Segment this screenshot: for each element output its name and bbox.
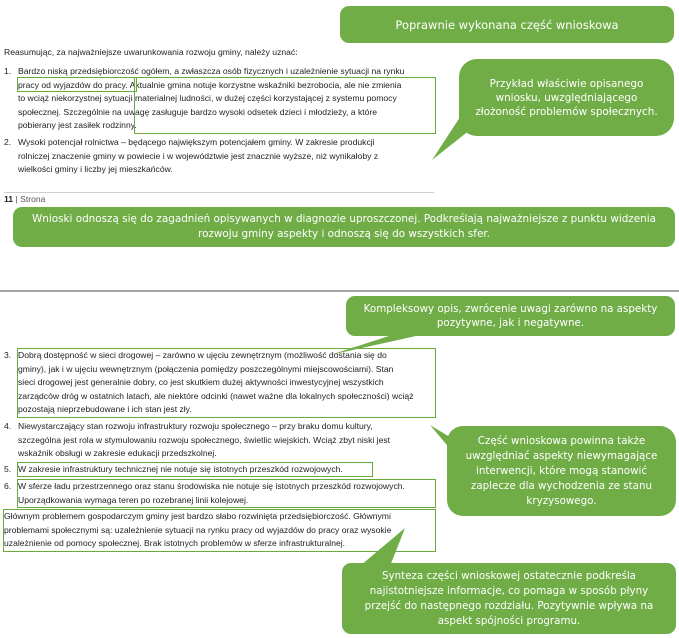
summary-line: uzależnienie od pomocy społecznej. Brak istotnych problemów w sferze infrastrukturalnej. [4, 538, 346, 549]
item-6-number: 6. [4, 481, 12, 491]
item-6-line: W sferze ładu przestrzennego oraz stanu środowiska nie notuje się istotnych przeszkód rozwojowych. [18, 481, 405, 491]
callout-non-intervention-aspects: Część wnioskowa powinna także uwzględniać aspekty niewymagające interwencji, które mogą stanowić zaplecze dla wychodzenia ze stanu kryzysowego. [447, 426, 676, 516]
item-1-line: Bardzo niską przedsiębiorczość ogółem, a zwłaszcza osób fizycznych i uzależnienie sytuacji na rynku [18, 66, 405, 76]
callout-well-described-conclusion: Przykład właściwie opisanego wniosku, uwzględniającego złożoność problemów społecznych. [459, 59, 674, 136]
callout-4-tail [330, 334, 425, 355]
callout-conclusions-relate-to-diagnosis: Wnioski odnoszą się do zagadnień opisywanych w diagnozie uproszczonej. Podkreślają najważniejsze z punktu widzenia rozwoju gminy aspekty i odnoszą się do wszystkich sfer. [13, 207, 675, 247]
item-2-line: rolniczej znaczenie gminy w powiecie i w województwie jest znacznie wyższe, niż wynikałoby z [18, 150, 379, 161]
item-1-line: pobierany jest zasiłek rodzinny. [18, 120, 137, 131]
item-4-number: 4. [4, 421, 12, 431]
item-1-number: 1. [4, 66, 12, 76]
item-1-line: społecznej. Szczególnie na uwagę zasługuje bardzo wysoki odsetek dzieci i młodzieży, a które [18, 106, 378, 117]
item-2-line: Wysoki potencjał rolnictwa – będącego największym potencjałem gminy. W zakresie produkcji [18, 137, 375, 147]
item-3-line: pozostają nieprzebudowane i ich stan jest zły. [18, 404, 192, 415]
item-3-line: zarządców dróg w ostatnich latach, ale niektóre odcinki (nawet ważne dla lokalnych społeczności) wciąż [18, 390, 414, 401]
callout-comprehensive-description: Kompleksowy opis, zwrócenie uwagi zarówno na aspekty pozytywne, jak i negatywne. [346, 296, 675, 336]
item-6-line: Uporządkowania wymaga teren po rozebranej linii kolejowej. [18, 494, 249, 505]
callout-correct-conclusion: Poprawnie wykonana część wnioskowa [340, 6, 674, 43]
page-footer: 11 | Strona [4, 194, 46, 204]
item-3-line: Dobrą dostępność w sieci drogowej – zarówno w ujęciu zewnętrznym (możliwość dostania się do [18, 350, 387, 360]
item-5-number: 5. [4, 464, 12, 474]
item-3-number: 3. [4, 350, 12, 360]
item-4-line: szczególna jest rola w stymulowaniu rozwoju społecznego, świetlic wiejskich. Wciąż zbyt niski jest [18, 434, 391, 445]
item-3-line: sieci drogowej jest generalnie dobry, co jest skutkiem dużej aktywności inwestycyjnej wszystkich [18, 377, 384, 388]
item-5-line: W zakresie infrastruktury technicznej nie notuje się istotnych przeszkód rozwojowych. [18, 464, 343, 474]
summary-line: Głównym problemem gospodarczym gminy jest bardzo słabo rozwinięta przedsiębiorczość. Głównymi [4, 511, 391, 521]
item-1-line: pracy od wyjazdów do pracy. Aktualnie gmina notuje korzystne wskaźniki bezrobocia, ale nie zmienia [18, 79, 402, 90]
intro-text: Reasumując, za najważniejsze uwarunkowania rozwoju gminy, należy uznać: [4, 47, 298, 57]
callout-synthesis: Synteza części wnioskowej ostatecznie podkreśla najistotniejsze informacje, co pomaga w sposób płyny przejść do następnego rozdziału. Pozytywnie wpływa na aspekt spójności programu. [342, 563, 676, 634]
callout-6-tail [360, 528, 405, 566]
item-1-line: to wciąż niekorzystnej sytuacji materialnej ludności, w dużej części korzystającej z systemu pomocy [18, 93, 397, 104]
item-4-line: wskaźnik obsługi w zakresie edukacji przedszkolnej. [18, 448, 217, 459]
item-3-line: gminy), jak i w ujęciu wewnętrznym (połączenia pomiędzy poszczególnymi miejscowościami). Stan [18, 363, 394, 374]
summary-line: problemami społecznymi są: uzależnienie sytuacji na rynku pracy od wyjazdów do pracy oraz wysokie [4, 524, 392, 535]
item-2-line: wielkości gminy i liczby jej mieszkańców. [18, 164, 173, 175]
item-2-number: 2. [4, 137, 12, 147]
item-4-line: Niewystarczający stan rozwoju infrastruktury rozwoju społecznego – przy braku domu kultury, [18, 421, 373, 431]
